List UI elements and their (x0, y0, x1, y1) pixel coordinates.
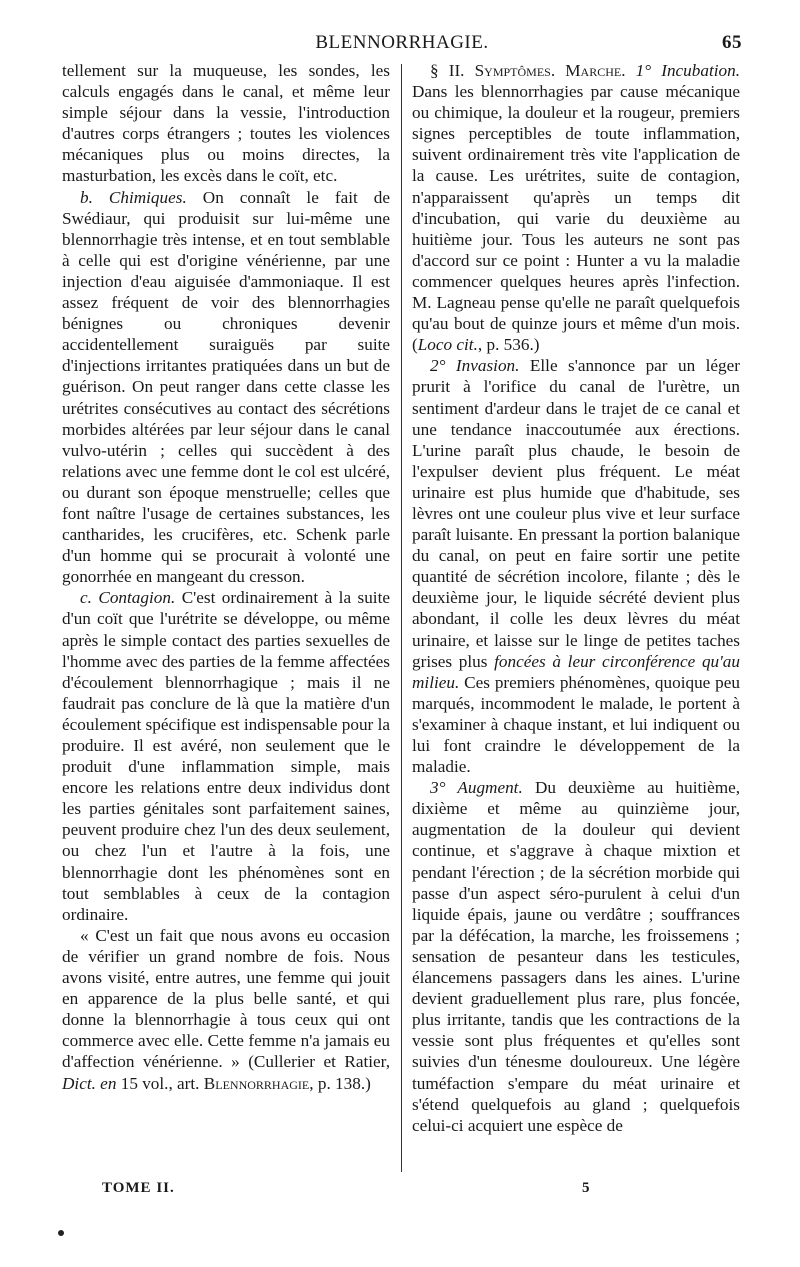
paragraph-text: tellement sur la muqueuse, les sondes, les calculs engagés dans le canal, et même leur simple séjour dans la vessie, l'introduction d'autres corps étrangers ; toutes les violences mécaniques plus ou moins directes, la masturbation, les excès dans le coït, etc. (62, 61, 390, 186)
reference-article: Blennorrhagie (203, 1073, 310, 1093)
paragraph-text: Ces premiers phénomènes, quoique peu marqués, incommodent le malade, le portent à s'examiner à chaque instant, et lui indiquent ou lui font craindre le développement de la maladie. (412, 672, 740, 777)
reference-title: Dict. en (62, 1073, 117, 1093)
paragraph-invasion (412, 355, 740, 777)
reference-loco-cit: Loco cit. (417, 335, 478, 355)
reference-volume: 15 vol., art. (116, 1073, 204, 1093)
paragraph-chemical-causes (62, 187, 390, 588)
subheading-contagion: c. Contagion. (80, 588, 176, 608)
right-column (412, 60, 740, 1136)
volume-label: TOME II. (102, 1180, 175, 1196)
signature-mark: 5 (582, 1180, 590, 1196)
paragraph-text: On connaît le fait de Swédiaur, qui produisit sur lui-même une blennorrhagie très intense, et en tout semblable à celle qui est d'origine vénérienne, par une injection d'eau aiguisée d'ammoniaque. Il est assez fréquent de voir des blennorrhagies bénignes ou chroniques devenir accidentellement suraiguës par suite d'injections irritantes pratiquées dans un but de guérison. On peut ranger dans cette classe les urétrites consécutives au contact des sécrétions morbides altérées par leur séjour dans le canal vulvo-utérin ; celles qui succèdent à des relations avec une femme dont le col est ulcéré, ou durant son époque menstruelle; celles que font naître l'usage de certaines substances, les cantharides, les crucifères, etc. Schenk parle d'un homme qui se procurait à volonté une gonorrhée en mangeant du cresson. (62, 187, 391, 587)
ink-spot (58, 1230, 64, 1236)
quotation-text: « C'est un fait que nous avons eu occasion de vérifier un grand nombre de fois. Nous avons visité, entre autres, une femme qui jouit en apparence de la plus belle santé, et qui donne la blennorrhagie à tous ceux qui ont commerce avec elle. Cette femme n'a jamais eu d'affection vénérienne. » (Cullerier et Ratier, (62, 925, 390, 1072)
running-title: BLENNORRHAGIE. (315, 32, 489, 53)
paragraph-text: Elle s'annonce par un léger prurit à l'orifice du canal de l'urètre, un sentiment d'ardeur dans le trajet de ce canal et une tendance inaccoutumée aux érections. L'urine paraît plus chaude, le besoin de l'expulser devient plus fréquent. Le méat urinaire est plus humide que d'habitude, ses lèvres ont une couleur plus vive et leur surface paraît luisante. En pressant la portion balanique du canal, on peut en faire sortir une petite quantité de sécrétion incolore, filante ; dès le deuxième jour, le liquide sécrété devient plus abondant, il colle les deux lèvres du méat urinaire, et laisse sur le linge de petites taches grises plus (412, 356, 740, 671)
paragraph-text: C'est ordinairement à la suite d'un coït que l'urétrite se développe, ou même après le simple contact des parties sexuelles de l'homme avec des parties de la femme affectées d'écoulement blennorrhagique ; mais il ne faudrait pas conclure de là que la matière d'un écoulement spécifique est indispensable pour la produire. Il est avéré, non seulement que le produit d'une inflammation simple, mais encore les relations entre deux individus dont les parties génitales sont parfaitement saines, peuvent produire chez l'un des deux seulement, ou chez l'un et l'autre à la fois, une blennorrhagie dont les phénomènes sont en tout semblables à ceux de la contagion ordinaire. (62, 588, 390, 924)
running-header (62, 30, 742, 56)
subheading-augment: 3° Augment. (430, 778, 523, 798)
paragraph-augment (412, 777, 740, 1136)
page-footer (62, 1180, 742, 1202)
section-heading-symptomes: § II. Symptômes. Marche. (430, 61, 626, 80)
paragraph-text: Dans les blennorrhagies par cause mécanique ou chimique, la douleur et la rougeur, premiers signes perceptibles de toute inflammation, suivent ordinairement très vite l'application de la cause. Les urétrites, suite de contagion, n'apparaissent qu'après un temps dit d'incubation, qui varie du deuxième au huitième jour. Tous les auteurs ne sont pas d'accord sur ce point : Hunter a vu la maladie commencer quelques heures après l'infection. M. Lagneau pense qu'elle ne paraît quelquefois qu'au bout de quinze jours et même d'un mois. ( (412, 82, 740, 355)
paragraph-quotation (62, 925, 390, 1094)
paragraph-incubation (412, 60, 740, 355)
emphasis-text: foncées à leur circonférence qu'au milieu. (412, 651, 740, 692)
paragraph-mechanical-causes (62, 60, 390, 187)
left-column (62, 60, 390, 1094)
reference-page: , p. 536.) (477, 335, 540, 355)
subheading-chimiques: b. Chimiques. (80, 187, 187, 207)
column-divider (401, 64, 402, 1172)
page-number: 65 (722, 32, 742, 53)
subheading-invasion: 2° Invasion. (430, 356, 520, 376)
subheading-incubation: 1° Incubation. (625, 61, 741, 80)
reference-page: , p. 138.) (309, 1073, 371, 1093)
paragraph-contagion (62, 587, 390, 925)
paragraph-text: Du deuxième au huitième, dixième et même au quinzième jour, augmentation de la douleur qui devient continue, et s'aggrave à chaque mixtion et pendant l'érection ; de la sécrétion morbide qui passe d'un aspect séro-purulent à celui d'un liquide épais, jaune ou verdâtre ; souffrances par la défécation, la marche, les froissemens ; sensation de pesanteur dans les testicules, élancemens passagers dans les aines. L'urine devient graduellement plus rare, plus foncée, plus irritante, tandis que les contractions de la vessie sont plus fréquentes et qu'elles sont suivies d'un ténesme douloureux. Une légère tuméfaction s'empare du méat urinaire et s'étend quelquefois au gland ; quelquefois celui-ci acquiert une espèce de (412, 778, 740, 1135)
